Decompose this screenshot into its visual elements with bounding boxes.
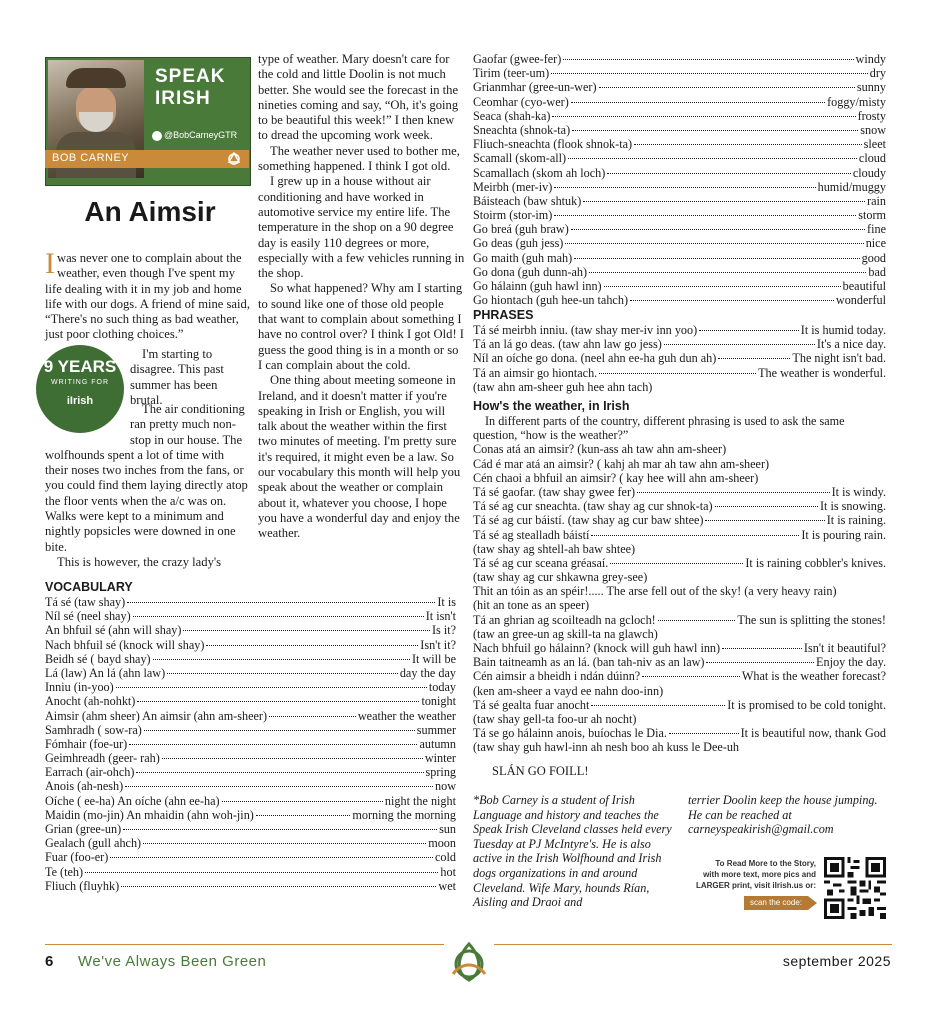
vocab-entry-english: wet [438,878,456,893]
vocab-entry [45,623,456,637]
leader-dots [574,258,859,259]
article-paragraph-5: The weather never used to bother me, something happened. I think I got old. [258,143,460,174]
leader-dots [599,87,855,88]
vocab-entry-english: night the night [384,793,456,808]
article-paragraph-7: So what happened? Why am I starting to sound like one of those old people that want to complain about something I have no control over? I think I got Old! I guess the good thing is in a month or so I can complain about the cold. [258,281,464,372]
weather-word-entry [473,166,886,180]
vocab-entry-english: weather the weather [357,708,456,723]
vocab-entry [45,609,456,623]
leader-dots [591,705,725,706]
leader-dots [153,659,410,660]
phrase-entry-irish: Tá sé meirbh inniu. (taw shay mer-iv inn yoo) [473,323,698,337]
weather-phrase-line: (taw shay gell-ta foo-ur ah nocht) [473,711,637,726]
article-paragraph-1: was never one to complain about the weather, even though I've spent my life dealing with it in my job and home life with our dogs. A friend of mine said, “There's no such thing as bad weather, just poor clothing choices.” [45,251,250,342]
leader-dots [127,602,435,603]
weather-word-entry [473,180,886,194]
leader-dots [162,758,423,759]
phrase-entry [473,366,886,380]
vocab-entry-irish: Anois (ah-nesh) [45,779,124,794]
drop-cap: I [45,247,55,280]
vocab-entry-english: It isn't [425,609,456,624]
vocab-entry-irish: Fuar (foo-er) [45,850,109,865]
weather-word-entry-english: bad [868,264,886,279]
weather-word-entry-irish: Go dona (guh dunn-ah) [473,264,588,279]
leader-dots [269,716,356,717]
weather-phrase-entry [473,556,886,570]
vocab-entry-english: It is [437,595,456,609]
leader-dots [604,286,841,287]
phrase-entry-english: It's a nice day. [816,337,886,352]
scan-arrow-tip [808,896,817,910]
vocab-entry-irish: Geimhreadh (geer- rah) [45,751,160,766]
weather-phrase-entry-english: What is the weather forecast? [741,669,886,684]
weather-phrase-entry-english: It is beautiful now, thank God [740,726,886,741]
leader-dots [167,673,398,674]
weather-word-entry-irish: Seaca (shah-ka) [473,108,551,123]
leader-dots [634,144,862,145]
leader-dots [699,330,799,331]
leader-dots [571,102,825,103]
vocab-entry [45,822,456,836]
vocab-entry-irish: Fliuch (fluyhk) [45,878,120,893]
vocab-entry [45,723,456,737]
twitter-handle-row [152,130,237,141]
weather-phrase-entry-irish: Tá an ghrian ag scoilteadh na gcloch! [473,612,656,627]
leader-dots [607,173,851,174]
weather-phrase-entry [473,528,886,542]
leader-dots [143,843,426,844]
weather-word-entry-irish: Go breá (guh braw) [473,222,569,237]
weather-word-entry [473,279,886,293]
vocab-entry [45,836,456,850]
how-weather-questions [473,442,886,485]
vocab-entry [45,765,456,779]
celtic-knot-icon [226,151,242,167]
vocab-entry-english: tonight [421,694,456,709]
weather-word-entry-irish: Ceomhar (cyo-wer) [473,94,569,109]
leader-dots [125,786,433,787]
weather-phrase-entry-english: Enjoy the day. [816,655,886,670]
author-name: BOB CARNEY [52,152,130,164]
vocab-entry [45,694,456,708]
qr-promo-line-3: LARGER print, visit iIrish.us or: [695,881,816,890]
leader-dots [110,857,433,858]
leader-dots [610,563,743,564]
weather-phrase-entry [473,485,886,499]
weather-phrase-entry-irish: Tá sé ag cur sneachta. (taw shay ag cur shnok-ta) [473,499,713,514]
vocab-entry-irish: Beidh sé ( bayd shay) [45,651,151,666]
article-paragraph-4-start: This is however, the crazy lady's [57,554,222,569]
vocab-entry [45,638,456,652]
leader-dots [123,829,437,830]
weather-word-entry-irish: Tirim (teer-um) [473,66,550,81]
weather-word-entry [473,293,886,307]
how-weather-heading: How's the weather, in Irish [473,399,630,413]
vocab-entry-english: Isn't it? [420,637,456,652]
vocab-entry [45,737,456,751]
weather-phrase-entry-irish: Tá sé ag stealladh báistí [473,527,590,542]
phrase-continuation: (taw ahn am-sheer guh hee ahn tach) [473,379,653,394]
leader-dots [129,744,417,745]
closing-salutation: SLÁN GO FOILL! [492,764,589,778]
leader-dots [715,506,818,507]
weather-word-entry [473,151,886,165]
weather-word-entry-english: nice [865,236,886,251]
leader-dots [85,872,438,873]
vocab-entry-english: now [435,779,456,794]
weather-phrase-entry-irish: Tá sé ag cur báistí. (taw shay ag cur baw shtee) [473,513,704,528]
leader-dots [563,59,853,60]
leader-dots [121,886,436,887]
vocab-entry [45,808,456,822]
leader-dots [256,815,351,816]
weather-phrase-entry-irish: Tá sé gaofar. (taw shay gwee fer) [473,484,636,499]
weather-word-entry-irish: Grianmhar (gree-un-wer) [473,80,597,95]
phrase-entry-english: The weather is wonderful. [758,365,886,380]
weather-phrase-entry-irish: Cén aimsir a bheidh i ndán dúinn? [473,669,641,684]
weather-word-entry-irish: Fliuch-sneachta (flook shnok-ta) [473,137,633,152]
weather-word-entry-irish: Go maith (guh mah) [473,250,573,265]
weather-phrase-entry-irish: Tá sé gealta fuar anocht [473,697,590,712]
vocab-entry [45,680,456,694]
weather-word-entry-irish: Báisteach (baw shtuk) [473,193,582,208]
weather-phrase-entry [473,669,886,683]
vocab-entry-irish: Gealach (gull ahch) [45,836,142,851]
column-title: SPEAK IRISH [155,66,226,109]
weather-phrase-entry-english: It is promised to be cold tonight. [727,697,886,712]
article-title: An Aimsir [84,196,216,227]
vocab-entry-english: Is it? [431,623,456,638]
weather-word-entry-irish: Scamall (skom-all) [473,151,567,166]
leader-dots [642,676,740,677]
weather-phrase-entry-english: It is raining cobbler's knives. [745,555,886,570]
article-column-2 [258,52,465,542]
weather-word-entry-english: frosty [857,108,886,123]
weather-phrase-entry [473,641,886,655]
weather-phrase-line: (hit an tone as an speer) [473,598,590,613]
weather-word-entry [473,80,886,94]
vocab-entry-english: cold [435,850,456,865]
vocab-entry-irish: Te (teh) [45,864,84,879]
phrases-items [473,323,886,380]
weather-word-entry-irish: Stoirm (stor-im) [473,208,553,223]
leader-dots [706,662,814,663]
vocab-entry-english: sun [439,822,456,836]
weather-phrase-entry [473,698,886,712]
weather-phrase-line: (taw an gree-un ag skill-ta na glawch) [473,626,658,641]
weather-word-entry-irish: Gaofar (gwee-fer) [473,52,562,66]
leader-dots [144,730,415,731]
weather-word-entry-irish: Sneachta (shnok-ta) [473,122,571,137]
article-paragraph-8: One thing about meeting someone in Ireland, and it doesn't matter if you're speaking in Irish or English, you will talk about the weather within the first two minutes of meeting. I'm pretty sure it's required, it might even be a law. So our vocabulary this month will help you speak about the weather or complain about it, whatever you choose, I hope you have a wonderful day and enjoy the weather. [258,373,461,541]
weather-word-entry-irish: Go deas (guh jess) [473,236,564,251]
vocab-entry-english: spring [425,765,456,780]
qr-promo-text [692,858,816,891]
leader-dots [554,215,856,216]
leader-dots [133,616,424,617]
vocab-entry-irish: Aimsir (ahm sheer) An aimsir (ahn am-sheer) [45,708,268,723]
weather-phrase-entry [473,613,886,627]
celtic-knot-logo-icon [444,938,494,986]
vocab-entry [45,865,456,879]
article-paragraph-6: I grew up in a house without air conditioning and have worked in automotive service my entire life. The temperature in the shop on a 90 degree day is easily 110 degrees or more, especially with a few vehicles running in the shop. [258,174,465,281]
vocab-entry-english: moon [428,836,456,851]
leader-dots [206,645,418,646]
weather-word-entry-irish: Scamallach (skom ah loch) [473,165,606,180]
weather-word-entry [473,222,886,236]
weather-word-entry-english: windy [855,52,886,66]
vocab-entry-irish: Nach bhfuil sé (knock will shay) [45,637,205,652]
weather-phrase-entry-english: It is raining. [826,513,886,528]
vocab-entry [45,595,456,609]
leader-dots [589,272,866,273]
article-paragraph-4: type of weather. Mary doesn't care for the cold and little Doolin is not much better. She would see the forecast in the nineties coming and say, “Oh, it's going to be beautiful this week!” I then knew to dread the upcoming work week. [258,52,459,143]
weather-phrase-line: Thit an tóin as an spéir!..... The arse fell out of the sky! (a very heavy rain) [473,584,837,599]
weather-word-entry-english: beautiful [842,279,886,293]
leader-dots [583,201,865,202]
weather-phrase-line: (taw shay guh hawl-inn ah nesh boo ah kuss le Dee-uh [473,740,740,755]
leader-dots [658,620,736,621]
vocab-entry-irish: An bhfuil sé (ahn will shay) [45,623,182,638]
leader-dots [664,344,815,345]
weather-word-entry-english: cloudy [852,165,886,180]
qr-code-icon[interactable] [824,857,886,919]
vocab-entry-english: winter [424,751,456,766]
leader-dots [572,130,858,131]
weather-phrase-entry [473,513,886,527]
vocab-entry-irish: Oíche ( ee-ha) An oíche (ahn ee-ha) [45,793,220,808]
weather-phrase-entry-english: It is pouring rain. [801,527,886,542]
weather-word-entry-english: good [861,250,886,265]
phrase-entry-irish: Tá an lá go deas. (taw ahn law go jess) [473,337,662,352]
weather-word-entry [473,52,886,66]
weather-word-entry [473,109,886,123]
vocab-entry-irish: Maidin (mo-jin) An mhaidin (ahn woh-jin) [45,807,254,822]
weather-phrase-entry-english: The sun is splitting the stones! [737,612,886,627]
weather-question: Conas atá an aimsir? (kun-ass ah taw ahn am-sheer) [473,442,727,457]
vocab-entry-irish: Samhradh ( sow-ra) [45,722,142,737]
vocab-entry-irish: Inniu (in-yoo) [45,680,114,695]
leader-dots [551,73,868,74]
article-paragraph-3: The air conditioning ran pretty much non-stop in our house. The wolfhounds spent a lot of time with their noses two inches from the fans, or you could find them laying directly atop the floor vents when the a/c was on. Walks were kept to a minimum and nightly popsicles were downed in one bite. [45,402,248,554]
vocab-entry [45,652,456,666]
weather-word-entry [473,251,886,265]
qr-promo-line-2: with more text, more pics and [703,870,816,879]
weather-question: Cén chaoi a bhfuil an aimsir? ( kay hee will ahn am-sheer) [473,470,759,485]
leader-dots [222,801,383,802]
weather-phrase-entry [473,655,886,669]
qr-promo-line-1: To Read More to the Story, [715,859,816,868]
vocab-entry-irish: Anocht (ah-nohkt) [45,694,136,709]
article-paragraph-2: I'm starting to disagree. This past summer has been brutal. [130,347,224,407]
leader-dots [137,701,419,702]
leader-dots [552,116,855,117]
twitter-handle: @BobCarneyGTR [164,130,238,140]
vocab-entry-english: morning the morning [352,807,456,822]
weather-word-entry-irish: Go hiontach (guh hee-un tahch) [473,293,628,308]
weather-word-entry [473,137,886,151]
weather-phrase-entry [473,499,886,513]
leader-dots [599,373,756,374]
weather-phrase-entry-irish: Bain taitneamh as an lá. (ban tah-niv as an law) [473,655,705,670]
how-weather-lines [473,485,886,755]
article-paragraph-2-block [130,347,250,408]
how-weather-intro: In different parts of the country, different phrasing is used to ask the same question, “how is the weather?” [473,414,845,443]
author-bio-part-2: terrier Doolin keep the house jumping. He can be reached at carneyspeakirish@gmail.com [688,793,878,837]
vocab-entry [45,779,456,793]
vocab-entry-english: It will be [411,651,456,666]
weather-word-entry-english: fine [867,222,886,237]
weather-phrase-line: (ken am-sheer a vayd ee nahn doo-inn) [473,683,664,698]
page-number: 6 [45,953,54,970]
how-weather-list [473,414,886,755]
weather-word-entry [473,208,886,222]
weather-word-entry-english: wonderful [835,293,886,308]
phrase-entry-irish: Níl an oíche go dona. (neel ahn ee-ha guh dun ah) [473,351,717,366]
leader-dots [554,187,815,188]
leader-dots [591,535,799,536]
phrases-heading: PHRASES [473,308,534,322]
weather-word-entry-irish: Go hálainn (guh hawl inn) [473,279,602,293]
article-intro [45,247,250,343]
badge-publication-logo: iIrish [66,395,94,407]
leader-dots [637,492,830,493]
weather-word-entry [473,194,886,208]
weather-word-entry-english: humid/muggy [817,179,886,194]
vocab-entry-irish: Tá sé (taw shay) [45,595,126,609]
vocab-entry-english: day the day [399,665,456,680]
leader-dots [136,772,423,773]
vocab-entry-english: today [428,680,456,695]
leader-dots [568,158,857,159]
weather-phrase-line: (taw shay ag cur shkawna grey-see) [473,570,648,585]
weather-word-entry-english: rain [867,193,886,208]
vocab-entry [45,751,456,765]
scan-code-arrow: scan the code: [744,896,808,910]
badge-writing-for: WRITING FOR [50,379,110,386]
weather-word-entry-english: foggy/misty [827,94,886,109]
twitter-icon [152,131,162,141]
vocab-entry [45,794,456,808]
weather-phrase-line: (taw shay ag shtell-ah baw shtee) [473,541,636,556]
leader-dots [718,358,790,359]
weather-word-entry [473,236,886,250]
vocab-entry [45,850,456,864]
weather-phrase-entry-english: It is snowing. [819,499,886,514]
phrase-entry [473,323,886,337]
article-paragraph-3-container [45,402,250,570]
vocab-entry-english: summer [416,722,456,737]
weather-word-entry [473,95,886,109]
weather-word-entry [473,66,886,80]
weather-phrase-entry-english: It is windy. [831,484,886,499]
leader-dots [183,630,430,631]
badge-years: 9 YEARS [43,357,117,376]
weather-word-entry-irish: Meirbh (mer-iv) [473,179,553,194]
leader-dots [722,648,802,649]
weather-phrase-entry-irish: Tá se go hálainn anois, buíochas le Dia. [473,726,667,741]
author-bio-part-1: *Bob Carney is a student of Irish Language and history and teaches the Speak Irish Cleveland classes held every Tuesday at PJ McIntyre's. He is also active in the Irish Wolfhound and Irish dogs organizations in and around Cleveland. Wife Mary, hounds Rían, Aisling and Draoi and [473,793,672,910]
weather-word-entry [473,123,886,137]
phrase-entry-english: The night isn't bad. [792,351,886,366]
vocab-entry-irish: Níl sé (neel shay) [45,609,131,624]
phrase-entry [473,337,886,351]
weather-phrase-entry-irish: Nach bhfuil go hálainn? (knock will guh hawl inn) [473,641,721,656]
vocabulary-heading: VOCABULARY [45,580,133,594]
footer-date: september 2025 [782,953,891,969]
vocab-entry-irish: Fómhair (foe-ur) [45,736,128,751]
weather-word-entry-english: storm [858,208,886,223]
phrase-entry [473,351,886,365]
vocab-entry-irish: Earrach (air-ohch) [45,765,135,780]
leader-dots [116,687,427,688]
weather-phrase-entry [473,726,886,740]
weather-question: Cád é mar atá an aimsir? ( kahj ah mar ah taw ahn am-sheer) [473,456,770,471]
leader-dots [571,229,865,230]
vocab-entry [45,666,456,680]
weather-word-entry-english: sunny [856,80,886,95]
leader-dots [669,733,739,734]
weather-word-entry-english: cloud [858,151,886,166]
weather-word-entry-english: sleet [863,137,886,152]
weather-word-entry-english: dry [869,66,886,81]
vocab-entry-irish: Grian (gree-un) [45,822,122,836]
vocab-entry-english: hot [440,864,456,879]
weather-phrase-entry-english: Isn't it beautiful? [803,641,886,656]
weather-word-entry-english: snow [860,122,886,137]
weather-word-entry [473,265,886,279]
vocab-entry-irish: Lá (law) An lá (ahn law) [45,665,166,680]
phrases-list [473,323,886,394]
vocabulary-list [45,595,456,893]
vocab-entry [45,709,456,723]
leader-dots [565,243,863,244]
vocab-entry [45,879,456,893]
phrase-entry-irish: Tá an aimsir go hiontach. [473,365,598,380]
leader-dots [630,300,834,301]
phrase-entry-english: It is humid today. [800,323,886,337]
footer-slogan: We've Always Been Green [78,953,267,970]
weather-phrase-entry-irish: Tá sé ag cur sceana gréasaí. [473,555,609,570]
vocab-entry-english: autumn [419,736,456,751]
weather-words-list [473,52,886,307]
leader-dots [705,520,824,521]
